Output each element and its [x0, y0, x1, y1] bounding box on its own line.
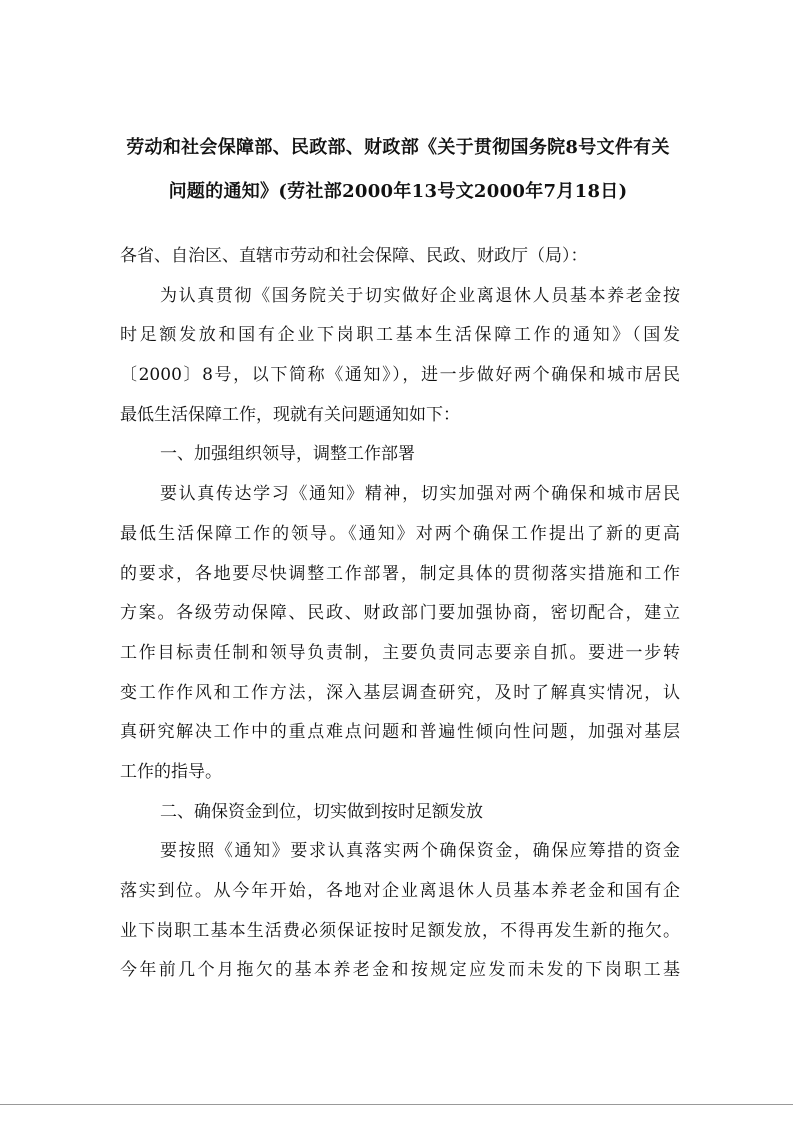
- paragraph-line: 业下岗职工基本生活费必须保证按时足额发放，不得再发生新的拖欠。: [120, 920, 680, 941]
- section-heading-2: 二、确保资金到位，切实做到按时足额发放: [160, 801, 483, 822]
- paragraph-line: 要按照《通知》要求认真落实两个确保资金，确保应筹措的资金: [160, 841, 680, 862]
- paragraph-line: 方案。各级劳动保障、民政、财政部门要加强协商，密切配合，建立: [120, 603, 680, 624]
- paragraph-line: 变工作作风和工作方法，深入基层调查研究，及时了解真实情况，认: [120, 682, 680, 703]
- paragraph-line: 今年前几个月拖欠的基本养老金和按规定应发而未发的下岗职工基: [120, 960, 680, 981]
- paragraph-line: 时足额发放和国有企业下岗职工基本生活保障工作的通知》（国发: [120, 325, 680, 346]
- paragraph-line: 要认真传达学习《通知》精神，切实加强对两个确保和城市居民: [160, 484, 680, 505]
- document-body: [120, 237, 680, 991]
- paragraph-line: 为认真贯彻《国务院关于切实做好企业离退休人员基本养老金按: [160, 285, 680, 306]
- section-heading-1: 一、加强组织领导，调整工作部署: [160, 444, 415, 465]
- salutation: 各省、自治区、直辖市劳动和社会保障、民政、财政厅（局）：: [120, 246, 588, 266]
- paragraph-line: 工作目标责任制和领导负责制，主要负责同志要亲自抓。要进一步转: [120, 642, 680, 663]
- paragraph-line: 落实到位。从今年开始，各地对企业离退休人员基本养老金和国有企: [120, 881, 680, 901]
- title-line-2: 问题的通知》(劳社部2000年13号文2000年7月18日): [168, 181, 628, 202]
- document-title: [118, 126, 678, 214]
- paragraph-line: 的要求，各地要尽快调整工作部署，制定具体的贯彻落实措施和工作: [120, 563, 680, 584]
- paragraph-line: 真研究解决工作中的重点难点问题和普遍性倾向性问题，加强对基层: [120, 722, 680, 743]
- paragraph-line: 最低生活保障工作的领导。《通知》对两个确保工作提出了新的更高: [120, 523, 680, 544]
- page-bottom-rule: [0, 1104, 793, 1105]
- paragraph-line: 〔2000〕8号，以下简称《通知》），进一步做好两个确保和城市居民: [120, 365, 680, 386]
- paragraph-line: 工作的指导。: [120, 761, 222, 782]
- paragraph-line: 最低生活保障工作，现就有关问题通知如下：: [120, 404, 460, 425]
- title-line-1: 劳动和社会保障部、民政部、财政部《关于贯彻国务院8号文件有关: [126, 137, 670, 158]
